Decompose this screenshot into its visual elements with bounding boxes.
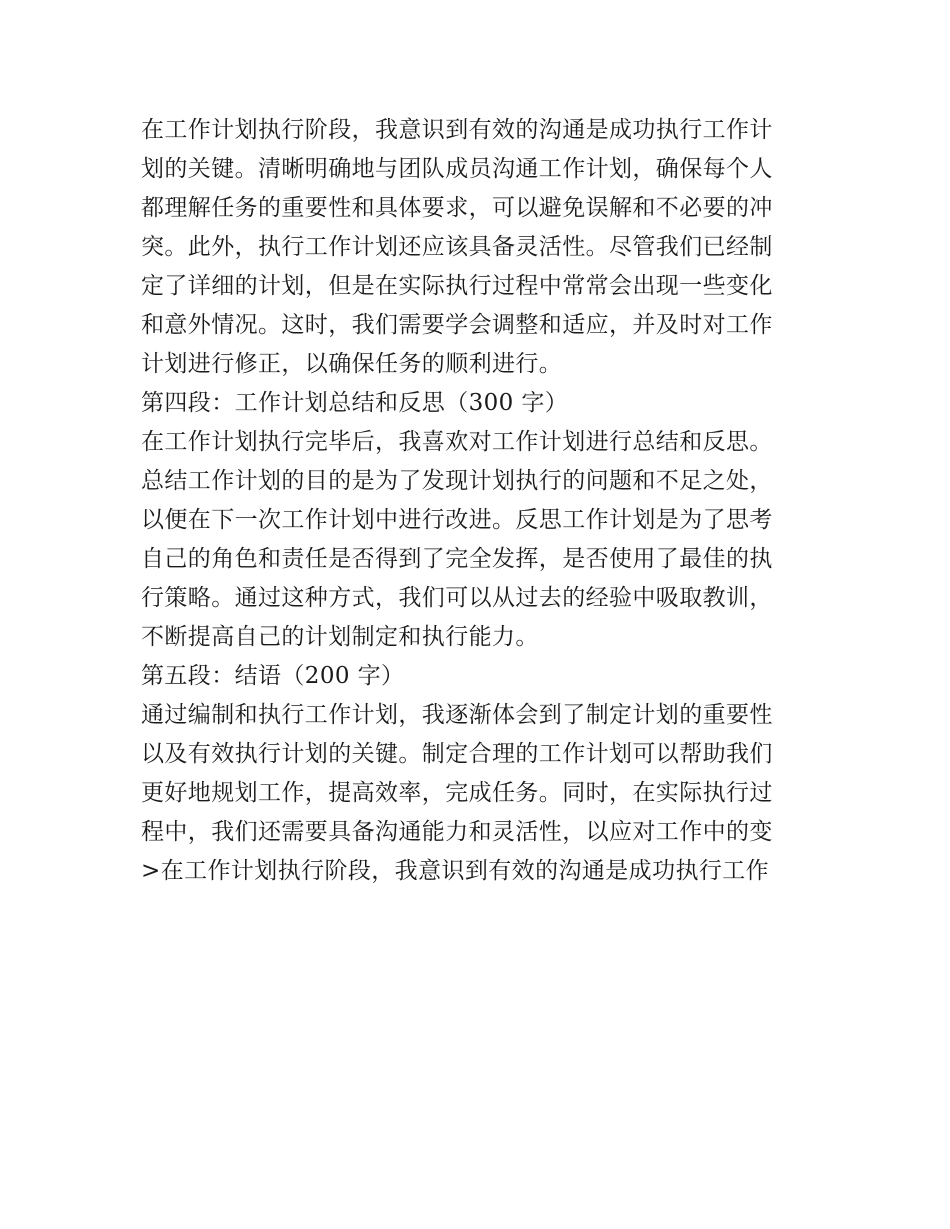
paragraph-line: >在工作计划执行阶段，我意识到有效的沟通是成功执行工作 — [141, 858, 770, 884]
section-heading-5: 第五段：结语（200 字） — [141, 663, 405, 689]
paragraph-line: 在工作计划执行阶段，我意识到有效的沟通是成功执行工作计 — [141, 117, 773, 143]
paragraph-line: 程中，我们还需要具备沟通能力和灵活性，以应对工作中的变 — [141, 819, 773, 845]
paragraph-line: 在工作计划执行完毕后，我喜欢对工作计划进行总结和反思。 — [141, 429, 773, 455]
paragraph-line: 总结工作计划的目的是为了发现计划执行的问题和不足之处， — [141, 468, 773, 494]
document-body — [141, 111, 821, 891]
paragraph-line: 自己的角色和责任是否得到了完全发挥，是否使用了最佳的执 — [141, 546, 773, 572]
paragraph-line: 计划进行修正，以确保任务的顺利进行。 — [141, 351, 563, 377]
paragraph-line: 以便在下一次工作计划中进行改进。反思工作计划是为了思考 — [141, 507, 773, 533]
section-heading-4: 第四段：工作计划总结和反思（300 字） — [141, 390, 569, 416]
paragraph-line: 更好地规划工作，提高效率，完成任务。同时，在实际执行过 — [141, 780, 773, 806]
paragraph-line: 突。此外，执行工作计划还应该具备灵活性。尽管我们已经制 — [141, 234, 773, 260]
paragraph-line: 以及有效执行计划的关键。制定合理的工作计划可以帮助我们 — [141, 741, 773, 767]
paragraph-line: 通过编制和执行工作计划，我逐渐体会到了制定计划的重要性 — [141, 702, 773, 728]
paragraph-line: 划的关键。清晰明确地与团队成员沟通工作计划，确保每个人 — [141, 156, 773, 182]
paragraph-line: 定了详细的计划，但是在实际执行过程中常常会出现一些变化 — [141, 273, 773, 299]
paragraph-line: 都理解任务的重要性和具体要求，可以避免误解和不必要的冲 — [141, 195, 773, 221]
paragraph-line: 行策略。通过这种方式，我们可以从过去的经验中吸取教训， — [141, 585, 773, 611]
paragraph-line: 和意外情况。这时，我们需要学会调整和适应，并及时对工作 — [141, 312, 773, 338]
paragraph-line: 不断提高自己的计划制定和执行能力。 — [141, 624, 539, 650]
